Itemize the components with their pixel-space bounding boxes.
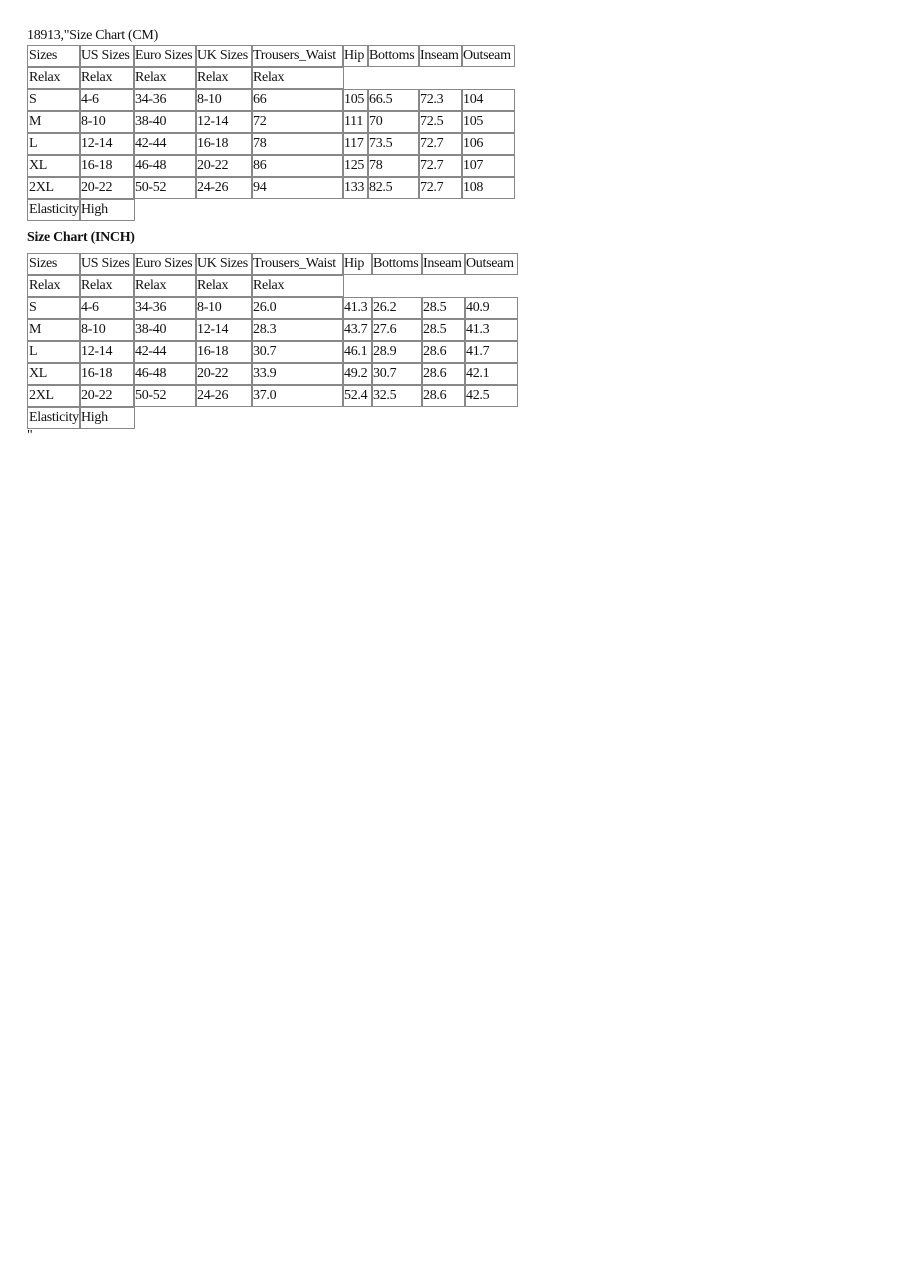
cm-cell: High [79, 199, 135, 221]
cm-cell: 70 [367, 111, 420, 133]
inch-cell: 41.7 [464, 341, 518, 363]
cm-cell: M [27, 111, 81, 133]
cm-header-cell: Inseam [418, 45, 463, 67]
cm-header-cell: Outseam [461, 45, 515, 67]
inch-cell: 20-22 [195, 363, 253, 385]
inch-chart-title: Size Chart (INCH) [27, 230, 135, 245]
inch-table-row [27, 363, 490, 385]
cm-cell: 8-10 [79, 111, 135, 133]
cm-cell: 72 [251, 111, 344, 133]
cm-cell: 117 [342, 133, 369, 155]
inch-cell: 42.1 [464, 363, 518, 385]
inch-cell: 30.7 [251, 341, 344, 363]
cm-size-chart-table [27, 45, 511, 221]
inch-cell: M [27, 319, 81, 341]
cm-cell: 42-44 [133, 133, 197, 155]
inch-header-cell: Euro Sizes [133, 253, 197, 275]
inch-cell: 20-22 [79, 385, 135, 407]
cm-cell: 73.5 [367, 133, 420, 155]
inch-header-cell: Outseam [464, 253, 518, 275]
inch-cell: 28.6 [421, 341, 466, 363]
cm-header-cell: Bottoms [367, 45, 420, 67]
cm-table-row [27, 133, 484, 155]
cm-cell: 78 [367, 155, 420, 177]
inch-cell: 28.6 [421, 385, 466, 407]
cm-cell: 46-48 [133, 155, 197, 177]
inch-cell: 34-36 [133, 297, 197, 319]
cm-cell: Relax [79, 67, 135, 89]
cm-cell: 108 [461, 177, 515, 199]
cm-cell: 50-52 [133, 177, 197, 199]
inch-cell: 24-26 [195, 385, 253, 407]
cm-cell: 86 [251, 155, 344, 177]
cm-header-cell: Hip [342, 45, 369, 67]
inch-cell: 16-18 [79, 363, 135, 385]
cm-table-row [27, 89, 484, 111]
cm-header-cell: Euro Sizes [133, 45, 197, 67]
inch-header-cell: Bottoms [371, 253, 423, 275]
inch-cell: 28.3 [251, 319, 344, 341]
cm-cell: 24-26 [195, 177, 253, 199]
inch-cell: 30.7 [371, 363, 423, 385]
inch-cell: 28.6 [421, 363, 466, 385]
cm-cell: 106 [461, 133, 515, 155]
cm-cell: 12-14 [195, 111, 253, 133]
inch-cell: Relax [195, 275, 253, 297]
cm-cell: 12-14 [79, 133, 135, 155]
inch-cell: 27.6 [371, 319, 423, 341]
inch-cell: 16-18 [195, 341, 253, 363]
cm-elasticity-row [27, 199, 158, 221]
inch-cell: Relax [79, 275, 135, 297]
inch-cell: Relax [251, 275, 344, 297]
cm-cell: 94 [251, 177, 344, 199]
cm-cell: S [27, 89, 81, 111]
cm-cell: 111 [342, 111, 369, 133]
inch-header-row [27, 253, 514, 275]
inch-cell: 49.2 [342, 363, 373, 385]
inch-cell: 41.3 [464, 319, 518, 341]
cm-cell: 20-22 [79, 177, 135, 199]
cm-cell: 16-18 [195, 133, 253, 155]
inch-cell: 28.5 [421, 319, 466, 341]
inch-cell: 8-10 [195, 297, 253, 319]
cm-header-cell: Sizes [27, 45, 81, 67]
inch-cell: 28.9 [371, 341, 423, 363]
inch-cell: Relax [133, 275, 197, 297]
cm-cell: 133 [342, 177, 369, 199]
cm-cell: 2XL [27, 177, 81, 199]
cm-cell: 20-22 [195, 155, 253, 177]
inch-cell: 43.7 [342, 319, 373, 341]
inch-cell: 41.3 [342, 297, 373, 319]
inch-cell: 8-10 [79, 319, 135, 341]
inch-cell: 52.4 [342, 385, 373, 407]
inch-cell: 50-52 [133, 385, 197, 407]
inch-cell: 46-48 [133, 363, 197, 385]
cm-cell: 38-40 [133, 111, 197, 133]
cm-fit-row [27, 67, 285, 89]
cm-cell: 8-10 [195, 89, 253, 111]
inch-header-cell: Sizes [27, 253, 81, 275]
cm-cell: Relax [251, 67, 344, 89]
cm-cell: 78 [251, 133, 344, 155]
inch-cell: 42-44 [133, 341, 197, 363]
inch-cell: Elasticity [27, 407, 81, 429]
inch-cell: High [79, 407, 135, 429]
inch-table-row [27, 319, 490, 341]
inch-size-chart-table [27, 253, 514, 429]
cm-cell: Relax [27, 67, 81, 89]
inch-header-cell: Inseam [421, 253, 466, 275]
document-page [27, 27, 514, 443]
cm-cell: Elasticity [27, 199, 81, 221]
inch-cell: 12-14 [79, 341, 135, 363]
inch-cell: XL [27, 363, 81, 385]
cm-cell: 107 [461, 155, 515, 177]
inch-table-row [27, 297, 490, 319]
inch-header-cell: Hip [342, 253, 373, 275]
inch-cell: 40.9 [464, 297, 518, 319]
inch-cell: 46.1 [342, 341, 373, 363]
cm-cell: 66.5 [367, 89, 420, 111]
inch-table-row [27, 385, 490, 407]
inch-cell: 42.5 [464, 385, 518, 407]
inch-header-cell: Trousers_Waist [251, 253, 344, 275]
cm-cell: 82.5 [367, 177, 420, 199]
inch-elasticity-row [27, 407, 158, 429]
cm-table-row [27, 111, 484, 133]
cm-cell: 34-36 [133, 89, 197, 111]
cm-cell: 72.3 [418, 89, 463, 111]
cm-chart-intro: 18913,"Size Chart (CM) [27, 28, 158, 43]
cm-cell: 4-6 [79, 89, 135, 111]
inch-cell: L [27, 341, 81, 363]
cm-cell: XL [27, 155, 81, 177]
inch-cell: 37.0 [251, 385, 344, 407]
cm-cell: Relax [133, 67, 197, 89]
inch-cell: 26.2 [371, 297, 423, 319]
cm-cell: 72.7 [418, 177, 463, 199]
cm-cell: 16-18 [79, 155, 135, 177]
inch-cell: 38-40 [133, 319, 197, 341]
cm-cell: 66 [251, 89, 344, 111]
cm-cell: 105 [461, 111, 515, 133]
inch-cell: 4-6 [79, 297, 135, 319]
cm-cell: L [27, 133, 81, 155]
inch-header-cell: US Sizes [79, 253, 135, 275]
cm-header-cell: UK Sizes [195, 45, 253, 67]
inch-cell: S [27, 297, 81, 319]
inch-cell: 33.9 [251, 363, 344, 385]
cm-header-cell: Trousers_Waist [251, 45, 344, 67]
inch-cell: 28.5 [421, 297, 466, 319]
cm-table-row [27, 177, 484, 199]
inch-cell: 12-14 [195, 319, 253, 341]
trailing-quote: " [27, 428, 33, 443]
cm-cell: 125 [342, 155, 369, 177]
inch-cell: 26.0 [251, 297, 344, 319]
inch-cell: 32.5 [371, 385, 423, 407]
cm-cell: 105 [342, 89, 369, 111]
cm-cell: 72.7 [418, 133, 463, 155]
cm-cell: Relax [195, 67, 253, 89]
inch-fit-row [27, 275, 285, 297]
inch-cell: Relax [27, 275, 81, 297]
cm-header-row [27, 45, 511, 67]
cm-cell: 72.5 [418, 111, 463, 133]
cm-cell: 72.7 [418, 155, 463, 177]
inch-table-row [27, 341, 490, 363]
cm-header-cell: US Sizes [79, 45, 135, 67]
cm-table-row [27, 155, 484, 177]
cm-cell: 104 [461, 89, 515, 111]
inch-header-cell: UK Sizes [195, 253, 253, 275]
inch-cell: 2XL [27, 385, 81, 407]
